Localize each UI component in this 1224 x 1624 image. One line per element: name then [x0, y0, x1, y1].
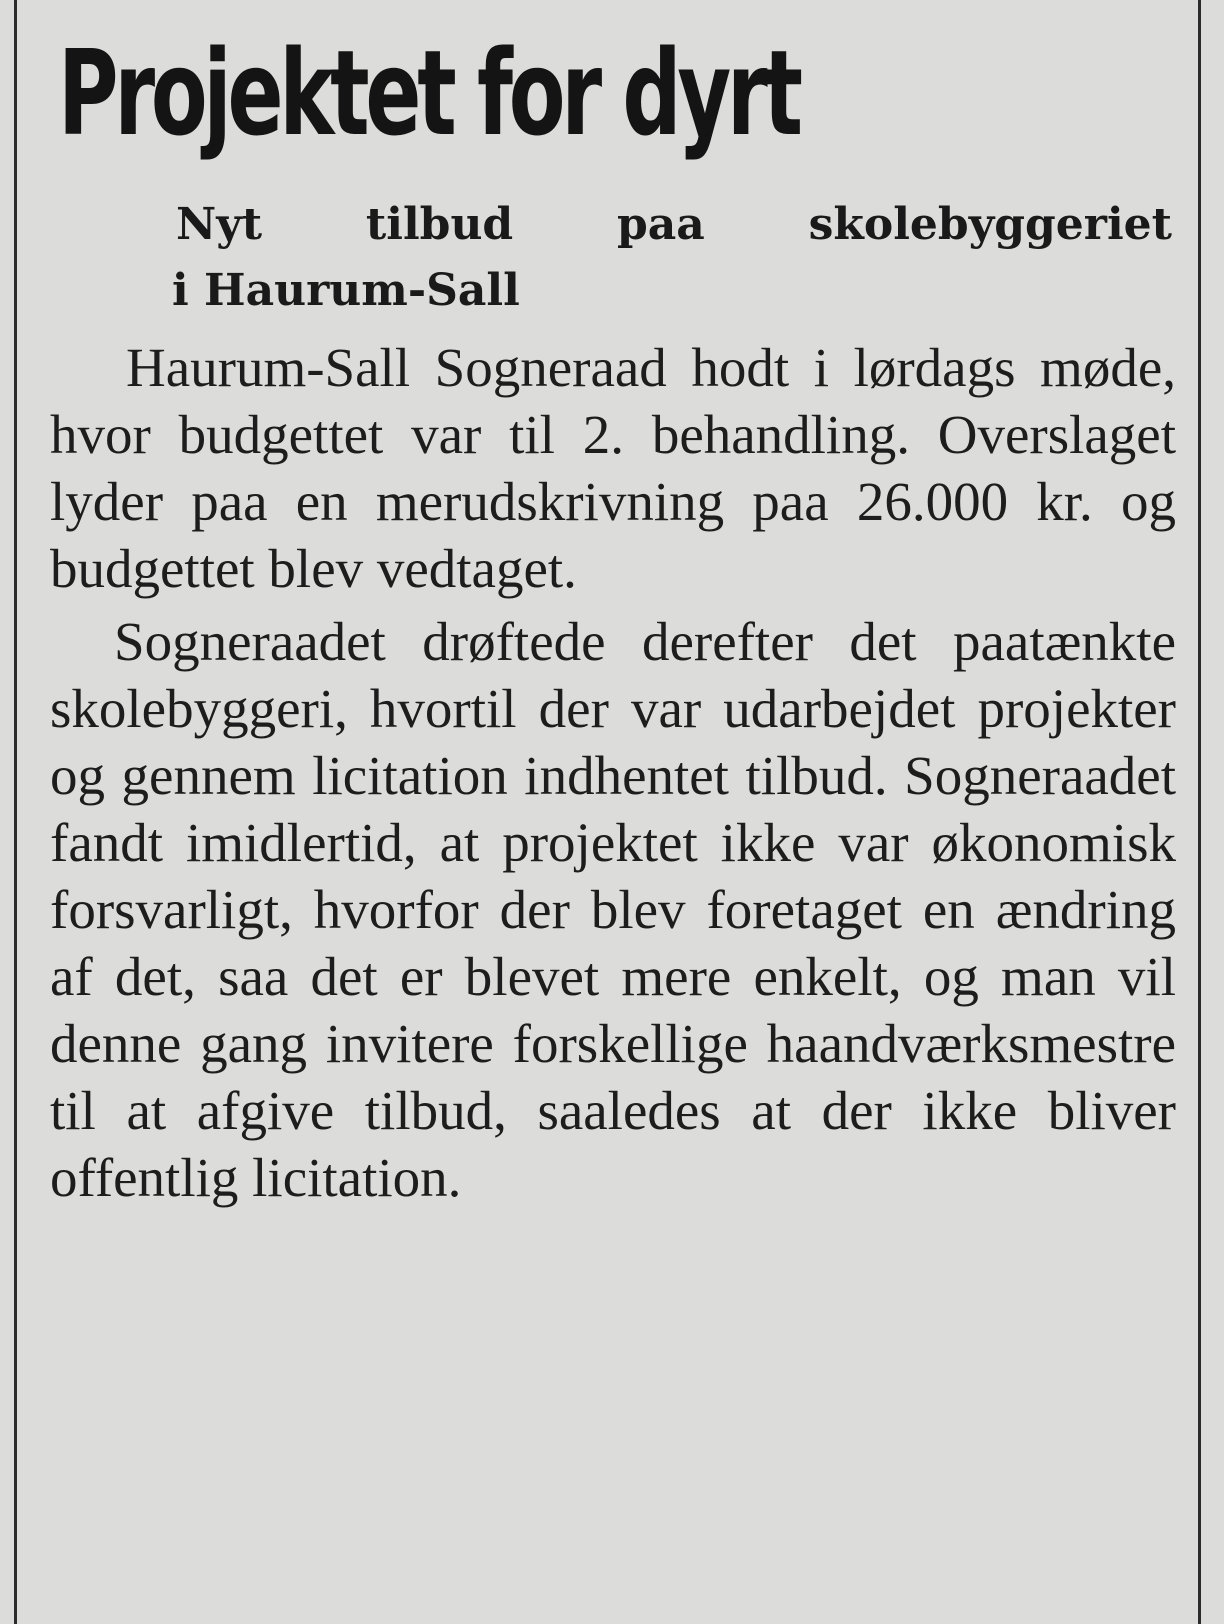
article-paragraph-2: Sogneraadet drøftede derefter det paatænkte skolebyggeri, hvortil der var udarbejdet projekter og gennem licitation indhentet tilbud. Sogneraadet fandt imidlertid, at projektet ikke var økonomisk forsvarligt, hvorfor der blev foretaget en ændring af det, saa det er blevet mere enkelt, og man vil denne gang invitere forskellige haandværksmestre til at afgive tilbud, saaledes at der ikke bliver offentlig licitation. — [50, 611, 1176, 1208]
article-body — [50, 334, 1176, 1211]
subheading-line-1: Nyt tilbud paa skolebyggeriet — [176, 199, 1172, 250]
column-rule-right — [1198, 0, 1201, 1624]
subheading-line-2: i Haurum-Sall — [172, 265, 520, 316]
article-headline: Projektet for dyrt — [58, 24, 799, 162]
article-subheading — [172, 192, 1172, 324]
article-paragraph-1: Haurum-Sall Sogneraad hodt i lørdags møde, hvor budgettet var til 2. behandling. Overslaget lyder paa en merudskrivning paa 26.000 kr. og budgettet blev vedtaget. — [50, 337, 1176, 599]
column-rule-left — [14, 0, 17, 1624]
